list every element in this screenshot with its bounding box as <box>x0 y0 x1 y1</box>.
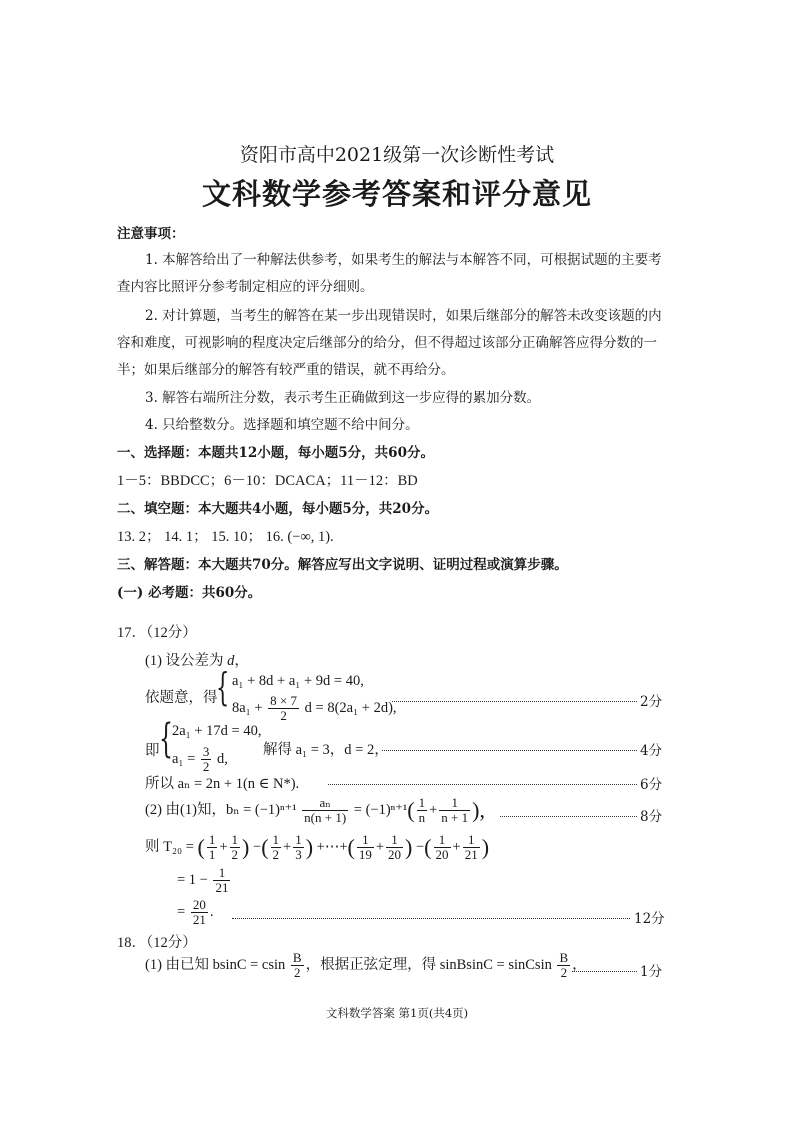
score-6: 6分 <box>640 777 663 793</box>
note-4: 4. 只给整数分。选择题和填空题不给中间分。 <box>145 417 419 433</box>
section-2-heading: 二、填空题：本大题共4小题，每小题5分，共20分。 <box>117 501 439 517</box>
q17-solve: 解得 a₁ = 3，d = 2， <box>263 742 389 758</box>
note-1-line-1: 1. 本解答给出了一种解法供参考，如果考生的解法与本解答不同，可根据试题的主要考 <box>145 252 662 268</box>
q17-system2-eq-2: a₁ = $\frac{3}{2}$ d, <box>172 744 228 774</box>
q17-system2-eq-1: 2a₁ + 17d = 40, <box>172 723 262 739</box>
q18-step-1: (1) 由已知 bsinC = csin $\frac{B}{2}$ ，根据正弦定理，得 sinBsinC = sinCsin $\frac{B}{2}$ ， <box>145 950 587 980</box>
section-2-answers: 13. 2； 14. 1； 15. 10； 16. (−∞, 1). <box>117 529 334 545</box>
section-1-answers: 1－5：BBDCC；6－10：DCACA；11－12：BD <box>117 473 418 489</box>
q17-step-3-prefix: 即 <box>145 743 160 759</box>
note-2-line-1: 2. 对计算题，当考生的解答在某一步出现错误时，如果后继部分的解答未改变该题的内 <box>145 308 662 324</box>
notes-heading: 注意事项： <box>117 226 185 242</box>
q17-label: 17．（12分） <box>117 625 197 641</box>
q17-step-2-prefix: 依题意，得 <box>145 690 218 706</box>
brace-symbol: { <box>159 716 173 762</box>
score-4: 4分 <box>640 743 663 759</box>
q17-system-eq-1: a₁ + 8d + a₁ + 9d = 40, <box>232 673 364 689</box>
note-2-line-2: 容和难度，可视影响的程度决定后继部分的给分，但不得超过该部分正确解答应得分数的一 <box>117 335 657 351</box>
q17-step-5: (2) 由(1)知，bₙ = (−1)ⁿ⁺¹ $\frac{\text{aₙ}}{n(n + 1)}$ = (−1)ⁿ⁺¹( $\frac{1}{n}$ + $\frac{1}{n + 1}$ ), <box>145 795 485 825</box>
note-3: 3. 解答右端所注分数，表示考生正确做到这一步应得的累加分数。 <box>145 390 541 406</box>
score-12: 12分 <box>634 911 665 927</box>
section-1-heading: 一、选择题：本题共12小题，每小题5分，共60分。 <box>117 445 434 461</box>
score-leader <box>392 701 637 702</box>
section-3-subheading: (一) 必考题：共60分。 <box>117 585 262 601</box>
q17-system-eq-2: 8a₁ + $\frac{8 \times 7}{2}$ d = 8(2a₁ + 2d), <box>232 693 397 723</box>
exam-title: 资阳市高中2021级第一次诊断性考试 <box>239 144 555 166</box>
brace-symbol: { <box>216 665 230 709</box>
score-leader <box>500 816 637 817</box>
document-title: 文科数学参考答案和评分意见 <box>201 177 592 211</box>
q17-step-7: = 1 − $\frac{1}{21}$ <box>177 865 229 895</box>
q17-step-4: 所以 aₙ = 2n + 1(n ∈ N*). <box>145 776 300 792</box>
score-1: 1分 <box>640 964 663 980</box>
score-leader <box>572 971 637 972</box>
q17-step-1: (1) 设公差为 d， <box>145 653 249 669</box>
score-8: 8分 <box>640 809 663 825</box>
score-2: 2分 <box>640 694 663 710</box>
note-2-line-3: 半；如果后继部分的解答有较严重的错误，就不再给分。 <box>117 362 455 378</box>
note-1-line-2: 查内容比照评分参考制定相应的评分细则。 <box>117 279 374 295</box>
section-3-heading: 三、解答题：本大题共70分。解答应写出文字说明、证明过程或演算步骤。 <box>117 557 568 573</box>
score-leader <box>328 784 637 785</box>
q17-step-6: 则 T₂₀ = ( $\frac{1}{1}$ + $\frac{1}{2}$ ) −( $\frac{1}{2}$ + $\frac{1}{3}$ ) +⋯+( $\frac{1}{19}$ + $\frac{1}{20}$ ) −( $\frac{1}{20}$ + $\frac{1}{21}$ ) <box>145 832 490 862</box>
page-footer: 文科数学答案 第1页(共4页) <box>325 1006 469 1020</box>
q18-label: 18．（12分） <box>117 935 197 951</box>
score-leader <box>232 918 630 919</box>
q17-step-8: = $\frac{20}{21}$ . <box>177 897 214 927</box>
score-leader <box>382 750 637 751</box>
